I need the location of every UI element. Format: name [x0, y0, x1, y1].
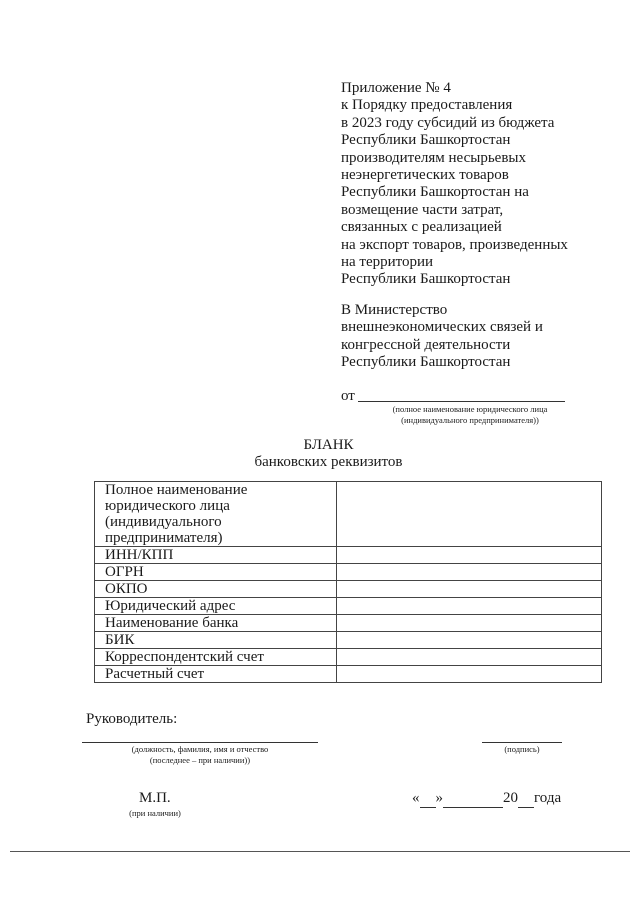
row-value-field[interactable]	[336, 649, 601, 666]
from-blank-field[interactable]	[358, 401, 565, 402]
row-value-field[interactable]	[336, 581, 601, 598]
row-label: Юридический адрес	[95, 598, 337, 615]
appendix-line: неэнергетических товаров	[341, 167, 509, 184]
row-label: Полное наименование юридического лица (индивидуального предпринимателя)	[95, 482, 337, 547]
from-note-line: (полное наименование юридического лица	[392, 404, 548, 414]
appendix-heading	[341, 80, 631, 289]
row-value-field[interactable]	[336, 615, 601, 632]
stamp-label: М.П.	[139, 790, 171, 806]
appendix-line: Республики Башкортостан	[341, 271, 511, 288]
form-title: БЛАНК	[303, 437, 354, 453]
date-quote-close: »	[435, 790, 443, 806]
position-name-note-line: (последнее – при наличии))	[149, 755, 251, 765]
appendix-line: Республики Башкортостан	[341, 132, 511, 149]
addressee-line: конгрессной деятельности	[341, 336, 511, 353]
appendix-line: производителям несырьевых	[341, 149, 526, 166]
date-year-suffix: года	[534, 790, 562, 806]
row-label: Корреспондентский счет	[95, 649, 337, 666]
row-value-field[interactable]	[336, 632, 601, 649]
row-label: ИНН/КПП	[95, 547, 337, 564]
appendix-line: на территории	[341, 254, 434, 271]
from-note	[340, 404, 600, 426]
appendix-line: к Порядку предоставления	[341, 97, 513, 114]
form-title-block	[200, 437, 457, 471]
table-row	[95, 615, 602, 632]
position-name-field[interactable]	[82, 742, 318, 743]
row-value-field[interactable]	[336, 666, 601, 683]
row-value-field[interactable]	[336, 482, 601, 547]
date-day-field[interactable]	[420, 790, 436, 808]
from-label: от	[341, 388, 355, 404]
table-row	[95, 598, 602, 615]
addressee-line: В Министерство	[341, 302, 448, 318]
addressee-block	[341, 302, 631, 372]
appendix-line: на экспорт товаров, произведенных	[341, 236, 568, 253]
from-note-line: (индивидуального предпринимателя))	[401, 415, 539, 425]
addressee-line: Республики Башкортостан	[341, 354, 511, 371]
date-line	[412, 790, 561, 808]
table-row	[95, 649, 602, 666]
stamp-note: (при наличии)	[129, 808, 181, 818]
date-year-prefix: 20	[503, 790, 518, 806]
signature-note: (подпись)	[504, 744, 540, 754]
date-month-field[interactable]	[443, 790, 503, 808]
table-row	[95, 564, 602, 581]
position-name-note-line: (должность, фамилия, имя и отчество	[131, 744, 269, 754]
row-value-field[interactable]	[336, 547, 601, 564]
table-row	[95, 666, 602, 683]
row-label: ОКПО	[95, 581, 337, 598]
appendix-line: связанных с реализацией	[341, 219, 502, 236]
position-name-note	[100, 744, 300, 766]
table-row	[95, 632, 602, 649]
bank-details-table	[94, 481, 602, 683]
page-bottom-divider	[10, 851, 630, 852]
appendix-line: Республики Башкортостан на	[341, 184, 529, 201]
row-label: Наименование банка	[95, 615, 337, 632]
row-label: БИК	[95, 632, 337, 649]
date-quote-open: «	[412, 790, 420, 806]
table-row	[95, 482, 602, 547]
appendix-line: возмещение части затрат,	[341, 201, 504, 218]
appendix-line: Приложение № 4	[341, 80, 451, 96]
form-subtitle: банковских реквизитов	[254, 454, 403, 470]
row-value-field[interactable]	[336, 564, 601, 581]
signature-field[interactable]	[482, 742, 562, 743]
table-row	[95, 581, 602, 598]
row-label: Расчетный счет	[95, 666, 337, 683]
head-label: Руководитель:	[86, 711, 178, 727]
addressee-line: внешнеэкономических связей и	[341, 319, 543, 336]
date-year-field[interactable]	[518, 790, 534, 808]
row-value-field[interactable]	[336, 598, 601, 615]
row-label: ОГРН	[95, 564, 337, 581]
table-row	[95, 547, 602, 564]
appendix-line: в 2023 году субсидий из бюджета	[341, 114, 555, 131]
